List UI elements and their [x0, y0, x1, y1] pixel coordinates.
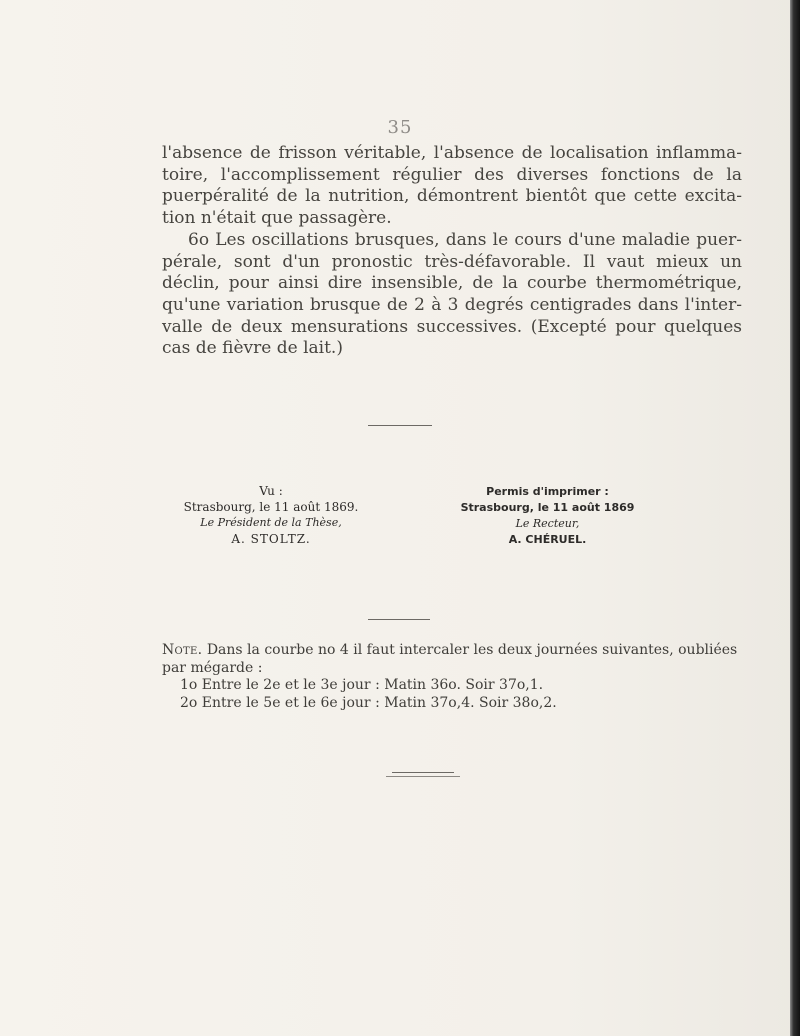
- page-number: 35: [387, 117, 413, 138]
- note-item-1: 1o Entre le 2e et le 3e jour : Matin 36o. Soir 37o,1.: [180, 677, 544, 693]
- approval-right-name: A. CHÉRUEL.: [508, 533, 587, 546]
- approval-left: [171, 483, 371, 547]
- approval-left-role: Le Président de la Thèse,: [200, 516, 342, 529]
- note-label: Note.: [162, 642, 203, 658]
- approval-right-heading: Permis d'imprimer :: [486, 485, 609, 498]
- note-text: Dans la courbe no 4 il faut intercaler les deux journées suivantes, oubliées par mégarde :: [162, 642, 738, 676]
- separator-rule-1: [368, 425, 432, 426]
- approval-right-place-date: Strasbourg, le 11 août 1869: [460, 501, 635, 514]
- approval-right: [445, 484, 650, 548]
- note-section: [162, 642, 742, 712]
- scan-edge: [790, 0, 800, 1036]
- paragraph-2: 6o Les oscillations brusques, dans le cours d'une maladie puer-pérale, sont d'un pronostic très-défavorable. Il vaut mieux un déclin, pour ainsi dire insensible, de la courbe thermométrique, qu'une variation brusque de 2 à 3 degrés centigrades dans l'inter-valle de deux mensurations successives. (Excepté pour quelques cas de fièvre de lait.): [162, 229, 742, 359]
- end-rule-top: [392, 772, 454, 773]
- separator-rule-2: [368, 619, 430, 620]
- approval-right-role: Le Recteur,: [515, 517, 580, 530]
- approval-left-heading: Vu :: [259, 484, 283, 498]
- paragraph-1: l'absence de frisson véritable, l'absence de localisation inflamma-toire, l'accomplissement régulier des diverses fonctions de la puerpéralité de la nutrition, démontrent bientôt que cette excita-tion n'était que passagère.: [162, 143, 742, 229]
- body-text: [162, 143, 742, 360]
- end-rule-bottom: [386, 776, 460, 777]
- approval-left-place-date: Strasbourg, le 11 août 1869.: [183, 500, 359, 514]
- note-intro: [162, 642, 742, 677]
- note-item-2: 2o Entre le 5e et le 6e jour : Matin 37o,4. Soir 38o,2.: [180, 694, 557, 711]
- approval-left-name: A. STOLTZ.: [231, 532, 311, 546]
